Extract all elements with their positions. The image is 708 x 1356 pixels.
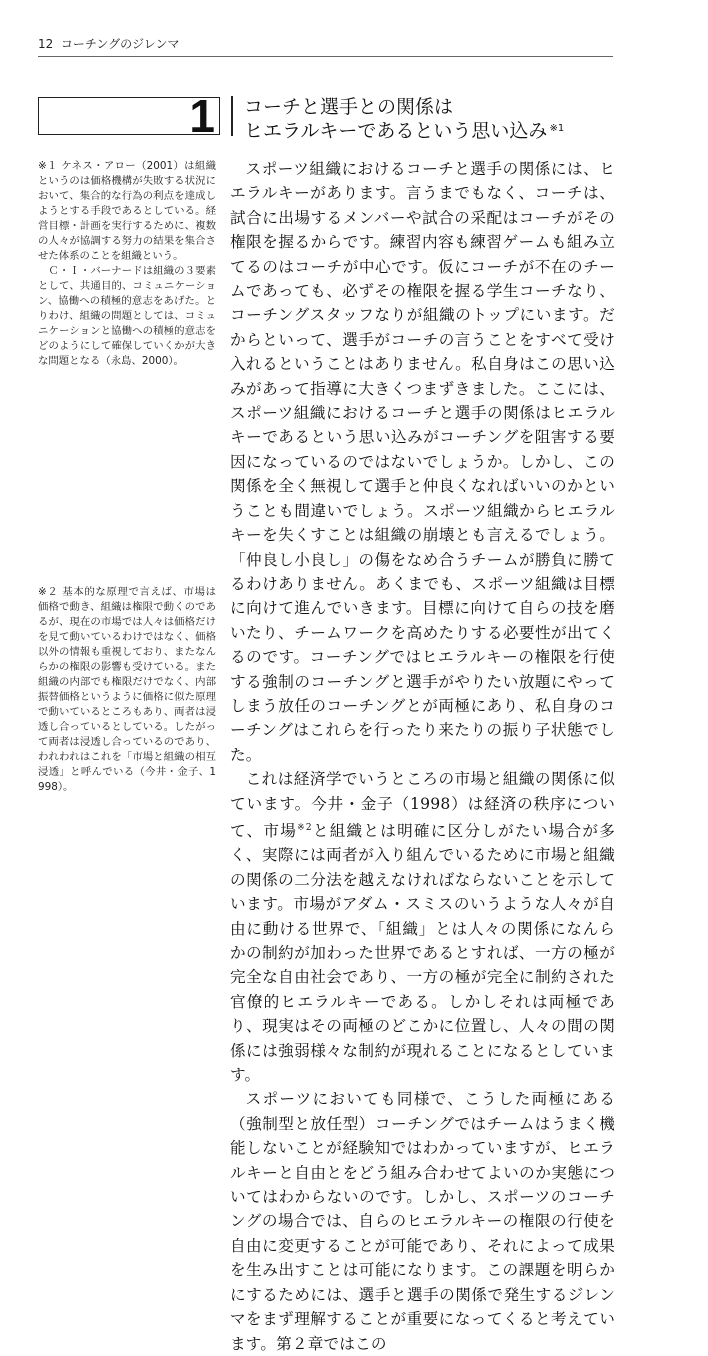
section-title-line-2-text: ヒエラルキーであるという思い込み: [244, 120, 548, 142]
section-number: 1: [189, 90, 215, 142]
margin-note-2-paragraph: ※２ 基本的な原理で言えば、市場は価格で動き、組織は権限で動くのであるが、現在の市場では人々は価格だけを見て動いているわけではなく、価格以外の情報も重視しており、またなんらかの権限の影響も受けている。また組織の内部でも権限だけでなく、内部振替価格というように価格に似た原理で動いているところもあり、両者は浸透し合っているとしている。したがって両者は浸透し合っているのであり、われわれはこれを「市場と組織の相互浸透」と呼んでいる（今井・金子、1998）。: [38, 586, 216, 793]
margin-note-1-paragraph-2: Ｃ・Ｉ・バーナードは組織の３要素として、共通目的、コミュニケーション、協働への積極的意志をあげた。とりわけ、組織の問題としては、コミュニケーションと協働への積極的意志をどのようにして確保していくかが大きな問題となる（永島、2000）。: [38, 265, 216, 367]
header-divider: [38, 56, 613, 57]
page-number: 12: [38, 37, 54, 51]
body-text: [230, 157, 615, 1356]
margin-note-1-paragraph-1: ※１ ケネス・アロー（2001）は組織というのは価格機構が失敗する状況において、集合的な行為の利点を達成しようとする手段であるとしている。経営目標・計画を実行するために、複数の人々が協調する努力の結果を集合させた体系のことを組織という。: [38, 160, 216, 262]
body-footnote-ref-2: ※2: [297, 822, 312, 833]
body-paragraph-2: [230, 767, 615, 1087]
running-header: [38, 36, 613, 52]
margin-note-1: [38, 159, 216, 369]
section-number-box: [38, 90, 220, 142]
margin-note-2: [38, 585, 216, 795]
body-paragraph-2-part-1: これは経済学でいうところの市場と組織の関係に似ています。今井・金子（1998）は経済の秩序について、市場: [230, 770, 615, 840]
title-divider: [231, 96, 233, 136]
body-paragraph-1: スポーツ組織におけるコーチと選手の関係には、ヒエラルキーがあります。言うまでもなく、コーチは、試合に出場するメンバーや試合の采配はコーチがその権限を握るからです。練習内容も練習ゲームも組み立てるのはコーチが中心です。仮にコーチが不在のチームであっても、必ずその権限を握る学生コーチなり、コーチングスタッフなりが組織のトップにいます。だからといって、選手がコーチの言うことをすべて受け入れるということはありません。私自身はこの思い込みがあって指導に大きくつまずきました。ここには、スポーツ組織におけるコーチと選手の関係はヒエラルキーであるという思い込みがコーチングを阻害する要因になっているのではないでしょうか。しかし、この関係を全く無視して選手と仲良くなればいいのかということも間違いでしょう。スポーツ組織からヒエラルキーを失くすことは組織の崩壊とも言えるでしょう。「仲良し小良し」の傷をなめ合うチームが勝負に勝てるわけありません。あくまでも、スポーツ組織は目標に向けて進んでいきます。目標に向けて自らの技を磨いたり、チームワークを高めたりする必要性が出てくるのです。コーチングではヒエラルキーの権限を行使する強制のコーチングと選手がやりたい放題にやってしまう放任のコーチングとが両極にあり、私自身のコーチングはこれらを行ったり来たりの振り子状態でした。: [230, 160, 615, 764]
section-title-footnote-ref: ※1: [549, 123, 565, 134]
body-paragraph-3: スポーツにおいても同様で、こうした両極にある（強制型と放任型）コーチングではチームはうまく機能しないことが経験知ではわかっていますが、ヒエラルキーと自由とをどう組み合わせてよいのか実態についてはわからないのです。しかし、スポーツのコーチングの場合では、自らのヒエラルキーの権限の行使を自由に変更することが可能であり、それによって成果を生み出すことは可能になります。この課題を明らかにするためには、選手と選手の関係で発生するジレンマをまず理解することが重要になってくると考えています。第２章ではこの: [230, 1090, 615, 1353]
section-title-line-1: コーチと選手との関係は: [244, 96, 454, 118]
section-title-line-2: [244, 118, 614, 142]
section-title: [244, 96, 614, 142]
running-title: コーチングのジレンマ: [60, 37, 180, 51]
body-paragraph-2-part-2: と組織とは明確に区分しがたい場合が多く、実際には両者が入り組んでいるために市場と組織の関係の二分法を越えなければならないことを示しています。市場がアダム・スミスのいうような人々が自由に動ける世界で、「組織」とは人々の関係になんらかの制約が加わった世界であるとすれば、一方の極が完全な自由社会であり、一方の極が完全に制約された官僚的ヒエラルキーである。しかしそれは両極であり、現実はその両極のどこかに位置し、人々の間の関係には強弱様々な制約が現れることになるとしています。: [230, 821, 615, 1085]
